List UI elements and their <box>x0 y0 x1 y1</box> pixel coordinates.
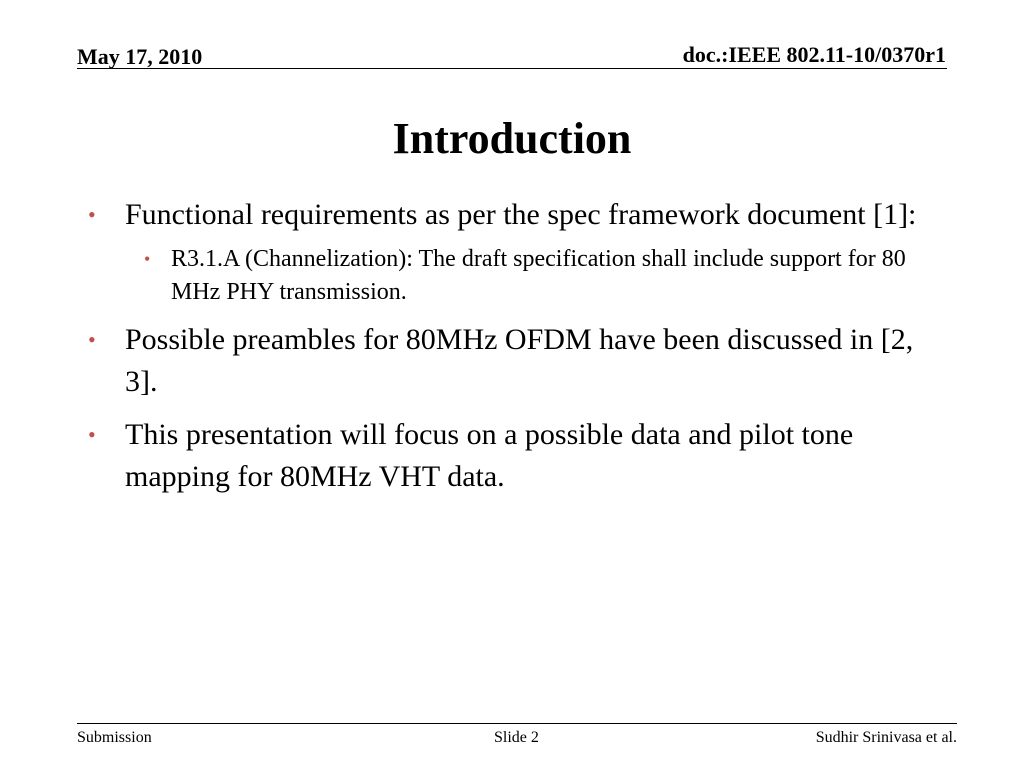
header-date: May 17, 2010 <box>77 44 203 69</box>
footer-slide-number: Slide 2 <box>494 729 539 746</box>
bullet-text: Possible preambles for 80MHz OFDM have been discussed in [2, 3]. <box>125 323 914 398</box>
slide-title: Introduction <box>392 114 632 163</box>
bullet-item <box>88 194 918 236</box>
bullet-dot-icon: • <box>88 422 96 447</box>
footer-divider <box>77 723 957 724</box>
bullet-text: This presentation will focus on a possible data and pilot tone mapping for 80MHz VHT data. <box>125 418 854 493</box>
slide-body <box>88 194 918 509</box>
bullet-text: Functional requirements as per the spec framework document [1]: <box>125 198 917 231</box>
header-doc-id: doc.:IEEE 802.11-10/0370r1 <box>682 42 946 67</box>
bullet-dot-icon: • <box>88 202 96 227</box>
bullet-item <box>88 414 918 498</box>
header-divider <box>77 68 947 69</box>
sub-bullet-item <box>134 243 918 309</box>
bullet-dot-icon: • <box>88 327 96 352</box>
bullet-dot-icon: • <box>144 249 151 269</box>
footer-authors: Sudhir Srinivasa et al. <box>815 729 957 746</box>
footer-submission: Submission <box>77 729 152 746</box>
bullet-item <box>88 319 918 403</box>
sub-bullet-text: R3.1.A (Channelization): The draft specification shall include support for 80 MHz PHY transmission. <box>171 246 906 305</box>
